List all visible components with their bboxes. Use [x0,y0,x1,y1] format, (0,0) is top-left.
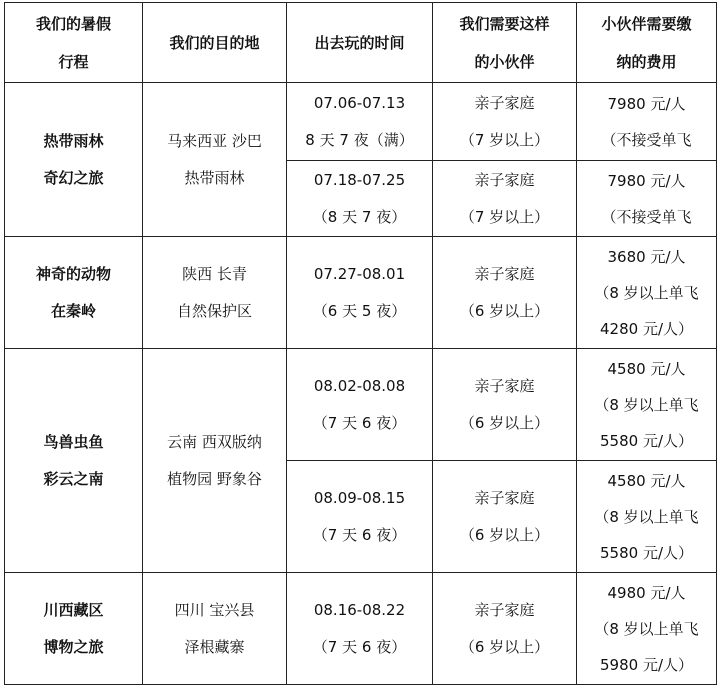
header-row [5,3,717,83]
time-cell: 07.18-07.25 （8 天 7 夜） [287,161,433,237]
destination-cell: 云南 西双版纳 植物园 野象谷 [143,349,287,573]
fee-cell: 4980 元/人 （8 岁以上单飞 5980 元/人） [577,573,717,685]
time-cell: 07.06-07.13 8 天 7 夜（满） [287,83,433,161]
header-trip: 我们的暑假 行程 [5,3,143,83]
table-row [5,573,717,685]
header-fee: 小伙伴需要缴 纳的费用 [577,3,717,83]
partner-cell: 亲子家庭 （6 岁以上） [433,237,577,349]
time-cell: 08.09-08.15 （7 天 6 夜） [287,461,433,573]
fee-cell: 4580 元/人 （8 岁以上单飞 5580 元/人） [577,349,717,461]
summer-trip-table [4,2,717,685]
partner-cell: 亲子家庭 （6 岁以上） [433,573,577,685]
destination-cell: 四川 宝兴县 泽根藏寨 [143,573,287,685]
table-row [5,237,717,349]
fee-cell: 7980 元/人 （不接受单飞 [577,161,717,237]
destination-cell: 陕西 长青 自然保护区 [143,237,287,349]
trip-name-cell: 鸟兽虫鱼 彩云之南 [5,349,143,573]
time-cell: 07.27-08.01 （6 天 5 夜） [287,237,433,349]
trip-name-cell: 神奇的动物 在秦岭 [5,237,143,349]
table-row [5,83,717,161]
header-time: 出去玩的时间 [287,3,433,83]
destination-cell: 马来西亚 沙巴 热带雨林 [143,83,287,237]
trip-name-cell: 川西藏区 博物之旅 [5,573,143,685]
time-cell: 08.16-08.22 （7 天 6 夜） [287,573,433,685]
partner-cell: 亲子家庭 （6 岁以上） [433,349,577,461]
header-destination: 我们的目的地 [143,3,287,83]
fee-cell: 3680 元/人 （8 岁以上单飞 4280 元/人） [577,237,717,349]
trip-name-cell: 热带雨林 奇幻之旅 [5,83,143,237]
header-partner: 我们需要这样 的小伙伴 [433,3,577,83]
fee-cell: 4580 元/人 （8 岁以上单飞 5580 元/人） [577,461,717,573]
partner-cell: 亲子家庭 （6 岁以上） [433,461,577,573]
fee-cell: 7980 元/人 （不接受单飞 [577,83,717,161]
table-row [5,349,717,461]
time-cell: 08.02-08.08 （7 天 6 夜） [287,349,433,461]
partner-cell: 亲子家庭 （7 岁以上） [433,83,577,161]
partner-cell: 亲子家庭 （7 岁以上） [433,161,577,237]
